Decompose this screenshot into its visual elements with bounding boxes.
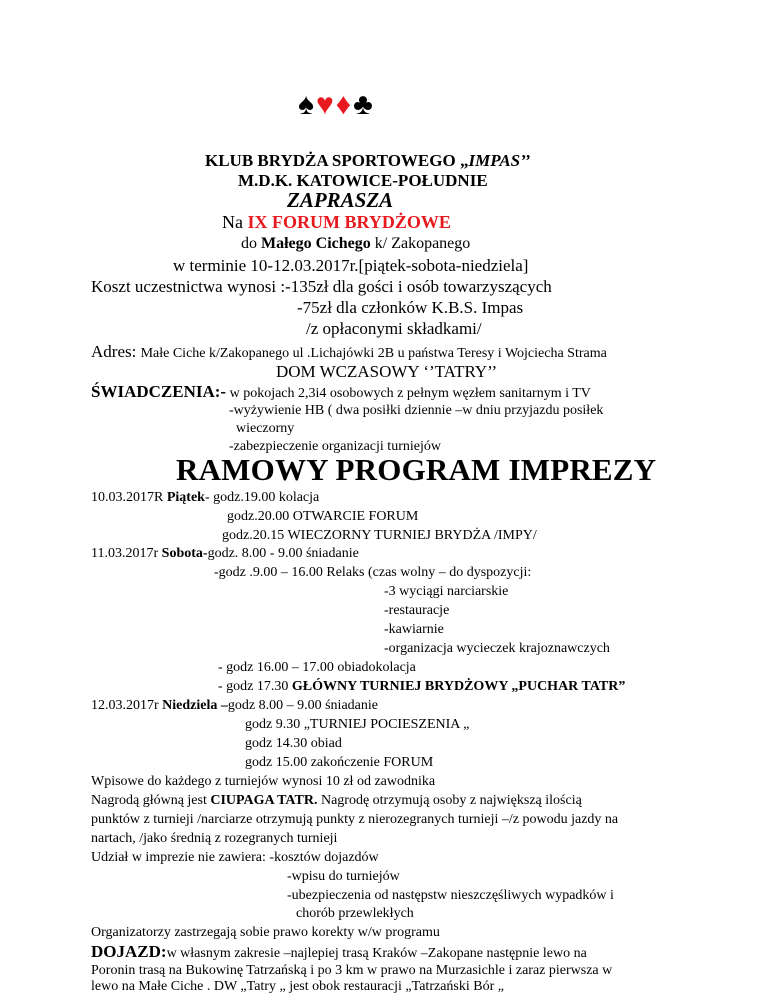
event-name: IX FORUM BRYDŻOWE xyxy=(247,212,451,232)
travel-line-3: lewo na Małe Ciche . DW „Tatry „ jest obok restauracji „Tatrzański Bór „ xyxy=(91,979,504,994)
travel-text-1: w własnym zakresie –najlepiej trasą Kraków –Zakopane następnie lewo na xyxy=(166,946,587,961)
fee-line: Wpisowe do każdego z turniejów wynosi 10 zł od zawodnika xyxy=(91,774,436,789)
place-name: Małego Cichego xyxy=(261,235,371,252)
saturday-line-3: - godz 16.00 – 17.00 obiadokolacja xyxy=(218,660,416,675)
friday-line-3: godz.20.15 WIECZORNY TURNIEJ BRYDŻA /IMPY/ xyxy=(222,528,537,543)
prize-rest: Nagrodę otrzymują osoby z największą ilością xyxy=(317,793,582,808)
prize-line-2: punktów z turnieji /narciarze otrzymują punkty z nierozegranych turnieji –/z powodu jazdy na xyxy=(91,812,619,827)
sunday-line-4: godz 15.00 zakończenie FORUM xyxy=(245,755,434,770)
services-line xyxy=(91,383,591,401)
reserve-line: Organizatorzy zastrzegają sobie prawo korekty w/w programu xyxy=(91,925,440,940)
na-label: Na xyxy=(222,212,248,232)
saturday-line-2: -godz .9.00 – 16.00 Relaks (czas wolny – do dyspozycji: xyxy=(214,565,532,580)
address-line xyxy=(91,343,607,361)
invites-heading: ZAPRASZA xyxy=(287,188,394,212)
list-item: -restauracje xyxy=(384,603,450,618)
sunday-date: 12.03.2017r xyxy=(91,698,163,713)
cost-line-1: Koszt uczestnictwa wynosi :-135zł dla gości i osób towarzyszących xyxy=(91,277,552,296)
event-line xyxy=(222,213,451,231)
services-line-3: wieczorny xyxy=(236,421,295,436)
friday-line-2: godz.20.00 OTWARCIE FORUM xyxy=(227,509,419,524)
exclusions-line-3: -ubezpieczenia od następstw nieszczęśliwych wypadków i xyxy=(287,888,614,903)
address-label: Adres: xyxy=(91,342,141,361)
sunday-line-2: godz 9.30 „TURNIEJ POCIESZENIA „ xyxy=(245,717,470,732)
friday-item-1: - godz.19.00 kolacja xyxy=(204,490,320,505)
sunday-day: Niedziela – xyxy=(162,698,228,713)
exclusions-line-2: -wpisu do turniejów xyxy=(287,869,400,884)
sunday-line-3: godz 14.30 obiad xyxy=(245,736,342,751)
list-item: -kawiarnie xyxy=(384,622,444,637)
saturday-date: 11.03.2017r xyxy=(91,546,162,561)
travel-line-1 xyxy=(91,943,587,961)
services-line-4: -zabezpieczenie organizacji turniejów xyxy=(229,439,441,454)
place-line xyxy=(241,236,470,252)
dates-line: w terminie 10-12.03.2017r.[piątek-sobota-niedziela] xyxy=(173,256,529,275)
address-text: Małe Ciche k/Zakopanego ul .Lichajówki 2B u państwa Teresy i Wojciecha Strama xyxy=(140,346,607,361)
services-text-1: w pokojach 2,3i4 osobowych z pełnym węzłem sanitarnym i TV xyxy=(226,386,591,401)
saturday-item-1: godz. 8.00 - 9.00 śniadanie xyxy=(207,546,359,561)
travel-label: DOJAZD: xyxy=(91,942,167,961)
heart-icon: ♥ xyxy=(315,88,336,121)
spade-icon: ♠ xyxy=(298,88,316,121)
program-title: RAMOWY PROGRAM IMPREZY xyxy=(176,452,657,487)
club-title xyxy=(205,152,530,169)
main-tournament: GŁÓWNY TURNIEJ BRYDŻOWY „PUCHAR TATR” xyxy=(291,679,626,694)
exclusions-line-4: chorób przewlekłych xyxy=(296,906,414,921)
friday-line-1 xyxy=(91,491,319,505)
cost-line-3: /z opłaconymi składkami/ xyxy=(306,319,482,338)
saturday-line-1 xyxy=(91,547,359,561)
prize-intro: Nagrodą główną jest xyxy=(91,793,211,808)
card-suits xyxy=(298,90,375,120)
club-prefix: KLUB BRYDŻA SPORTOWEGO „ xyxy=(205,151,469,170)
list-item: -3 wyciągi narciarskie xyxy=(384,584,509,599)
sunday-item-1: godz 8.00 – 9.00 śniadanie xyxy=(227,698,378,713)
place-prefix: do xyxy=(241,235,261,252)
friday-date: 10.03.2017R xyxy=(91,490,167,505)
diamond-icon: ♦ xyxy=(335,88,354,121)
saturday-line-4 xyxy=(218,680,625,694)
services-line-2: -wyżywienie HB ( dwa posiłki dziennie –w dniu przyjazdu posiłek xyxy=(229,403,604,418)
prize-line-3: nartach, /jako średnią z rozegranych turnieji xyxy=(91,831,338,846)
sunday-line-1 xyxy=(91,699,378,713)
services-label: ŚWIADCZENIA:- xyxy=(91,382,227,401)
club-name: IMPAS’’ xyxy=(468,151,531,170)
mdk-line: M.D.K. KATOWICE-POŁUDNIE xyxy=(238,171,488,190)
club-icon: ♣ xyxy=(353,88,375,121)
house-name: DOM WCZASOWY ‘’TATRY’’ xyxy=(276,362,498,381)
list-item: -organizacja wycieczek krajoznawczych xyxy=(384,641,610,656)
cost-line-2: -75zł dla członków K.B.S. Impas xyxy=(297,298,524,317)
friday-day: Piątek xyxy=(166,490,205,505)
prize-line-1 xyxy=(91,794,582,808)
saturday-day: Sobota- xyxy=(161,546,208,561)
exclusions-line-1: Udział w imprezie nie zawiera: -kosztów dojazdów xyxy=(91,850,379,865)
prize-name: CIUPAGA TATR. xyxy=(210,793,318,808)
place-suffix: k/ Zakopanego xyxy=(370,235,471,252)
travel-line-2: Poronin trasą na Bukowinę Tatrzańską i po 3 km w prawo na Murzasichle i zaraz pierwsza w xyxy=(91,963,613,978)
saturday-item-4-time: - godz 17.30 xyxy=(218,679,292,694)
